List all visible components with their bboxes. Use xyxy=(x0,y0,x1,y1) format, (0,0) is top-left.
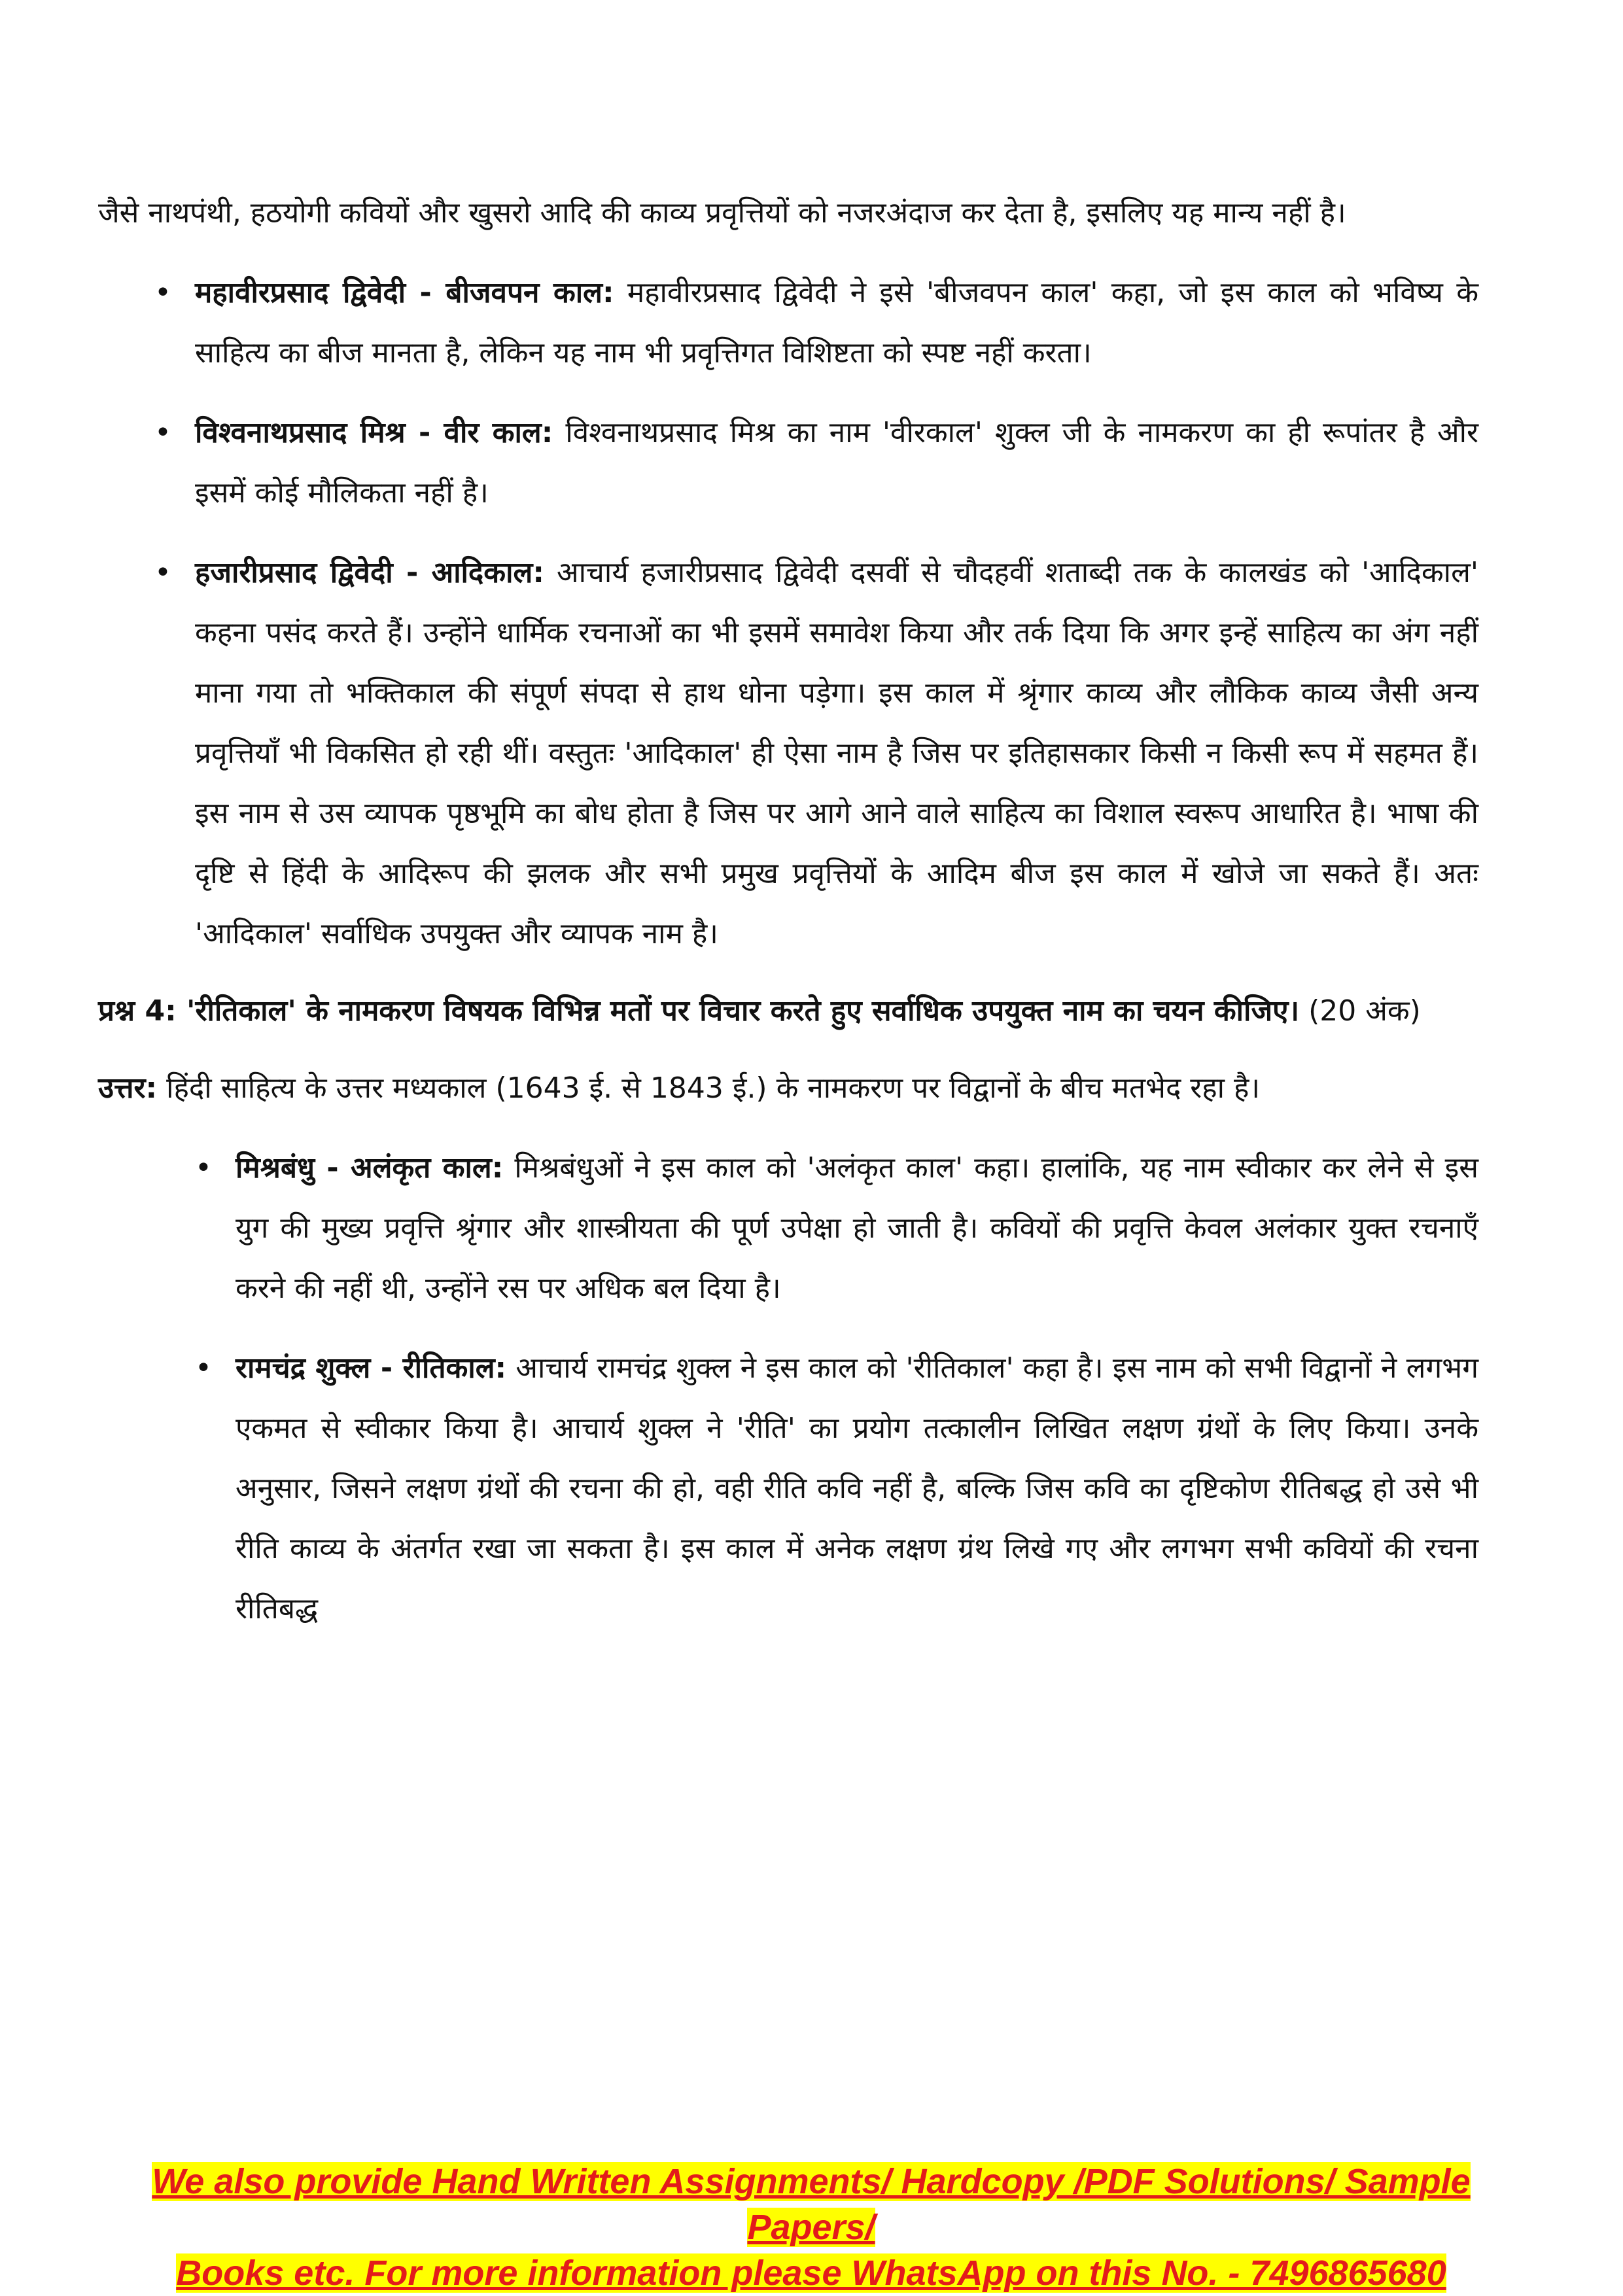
list-item-text: आचार्य हजारीप्रसाद द्विवेदी दसवीं से चौदहवीं शताब्दी तक के कालखंड को 'आदिकाल' कहना पसंद करते हैं। उन्होंने धार्मिक रचनाओं का भी इसमें समावेश किया और तर्क दिया कि अगर इन्हें साहित्य का अंग नहीं माना गया तो भक्तिकाल की संपूर्ण संपदा से हाथ धोना पड़ेगा। इस काल में श्रृंगार काव्य और लौकिक काव्य जैसी अन्य प्रवृत्तियाँ भी विकसित हो रही थीं। वस्तुतः 'आदिकाल' ही ऐसा नाम है जिस पर इतिहासकार किसी न किसी रूप में सहमत हैं। इस नाम से उस व्यापक पृष्ठभूमि का बोध होता है जिस पर आगे आने वाले साहित्य का विशाल स्वरूप आधारित है। भाषा की दृष्टि से हिंदी के आदिरूप की झलक और सभी प्रमुख प्रवृत्तियों के आदिम बीज इस काल में खोजे जा सकते हैं। अतः 'आदिकाल' सर्वाधिक उपयुक्त और व्यापक नाम है। xyxy=(195,556,1479,950)
promo-line-1-text: We also provide Hand Written Assignments/ Hardcopy /PDF Solutions/ Sample Papers/ xyxy=(152,2162,1471,2247)
bullet-icon: • xyxy=(154,556,171,589)
question-marks: (20 अंक) xyxy=(1308,994,1421,1028)
question-text: प्रश्न 4: 'रीतिकाल' के नामकरण विषयक विभिन्न मतों पर विचार करते हुए सर्वाधिक उपयुक्त नाम का चयन कीजिए। xyxy=(98,994,1300,1028)
bullet-icon: • xyxy=(154,276,171,309)
list-item xyxy=(195,1338,1478,1639)
intro-text: जैसे नाथपंथी, हठयोगी कवियों और खुसरो आदि की काव्य प्रवृत्तियों को नजरअंदाज कर देता है, इसलिए यह मान्य नहीं है। xyxy=(98,196,1346,230)
bullet-icon: • xyxy=(195,1151,212,1185)
list-item-text: मिश्रबंधुओं ने इस काल को 'अलंकृत काल' कहा। हालांकि, यह नाम स्वीकार कर लेने से इस युग की मुख्य प्रवृत्ति श्रृंगार और शास्त्रीयता की पूर्ण उपेक्षा हो जाती है। कवियों की प्रवृत्ति केवल अलंकार युक्त रचनाएँ करने की नहीं थी, उन्होंने रस पर अधिक बल दिया है। xyxy=(236,1151,1478,1305)
bullet-icon: • xyxy=(195,1351,212,1385)
question-heading xyxy=(98,981,1478,1041)
promo-line-1 xyxy=(98,2159,1524,2250)
intro-paragraph xyxy=(98,183,1478,243)
promo-line-2 xyxy=(98,2250,1524,2296)
page-content xyxy=(98,183,1478,1639)
list-item xyxy=(195,1138,1478,1319)
list-item-term: रामचंद्र शुक्ल - रीतिकाल: xyxy=(236,1351,507,1385)
naming-views-list-2 xyxy=(98,1138,1478,1639)
promo-line-2-text: Books etc. For more information please WhatsApp on this No. - 7496865680 xyxy=(176,2253,1446,2293)
list-item-text: महावीरप्रसाद द्विवेदी ने इसे 'बीजवपन काल' कहा, जो इस काल को भविष्य के साहित्य का बीज मानता है, लेकिन यह नाम भी प्रवृत्तिगत विशिष्टता को स्पष्ट नहीं करता। xyxy=(195,276,1478,370)
list-item-term: विश्वनाथप्रसाद मिश्र - वीर काल: xyxy=(195,416,553,449)
list-item-term: महावीरप्रसाद द्विवेदी - बीजवपन काल: xyxy=(195,276,614,309)
list-item-term: मिश्रबंधु - अलंकृत काल: xyxy=(236,1151,504,1185)
answer-label: उत्तर: xyxy=(98,1071,158,1105)
list-item xyxy=(154,403,1478,523)
answer-text: हिंदी साहित्य के उत्तर मध्यकाल (1643 ई. से 1843 ई.) के नामकरण पर विद्वानों के बीच मतभेद रहा है। xyxy=(166,1071,1261,1105)
list-item xyxy=(154,543,1479,964)
list-item-text: आचार्य रामचंद्र शुक्ल ने इस काल को 'रीतिकाल' कहा है। इस नाम को सभी विद्वानों ने लगभग एकमत से स्वीकार किया है। आचार्य शुक्ल ने 'रीति' का प्रयोग तत्कालीन लिखित लक्षण ग्रंथों के लिए किया। उनके अनुसार, जिसने लक्षण ग्रंथों की रचना की हो, वही रीति कवि नहीं है, बल्कि जिस कवि का दृष्टिकोण रीतिबद्ध हो उसे भी रीति काव्य के अंतर्गत रखा जा सकता है। इस काल में अनेक लक्षण ग्रंथ लिखे गए और लगभग सभी कवियों की रचना रीतिबद्ध xyxy=(236,1351,1478,1626)
list-item xyxy=(154,263,1478,383)
list-item-term: हजारीप्रसाद द्विवेदी - आदिकाल: xyxy=(195,556,544,589)
naming-views-list-1 xyxy=(98,263,1478,964)
list-item-text: विश्वनाथप्रसाद मिश्र का नाम 'वीरकाल' शुक्ल जी के नामकरण का ही रूपांतर है और इसमें कोई मौलिकता नहीं है। xyxy=(195,416,1478,510)
answer-paragraph xyxy=(98,1058,1478,1119)
bullet-icon: • xyxy=(154,416,171,449)
promo-footer xyxy=(98,2159,1524,2296)
